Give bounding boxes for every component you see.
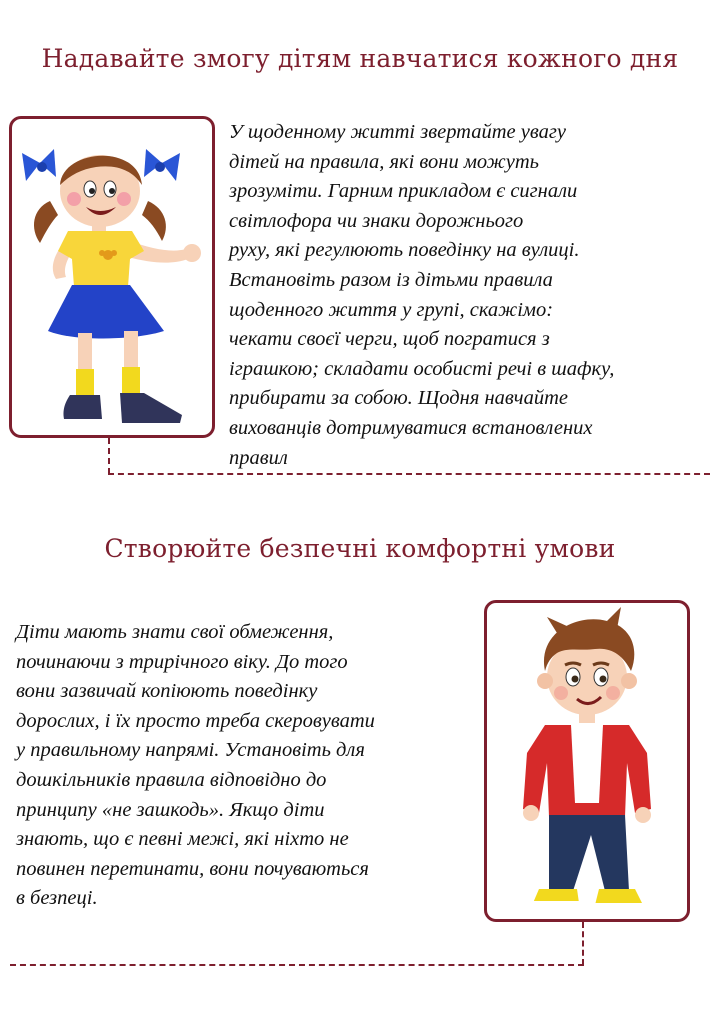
text-line: дітей на правила, які вони можуть [229,150,539,173]
text-line: прибирати за собою. Щодня навчайте [229,387,568,410]
text-line: правил [229,446,288,469]
text-line: світлофора чи знаки дорожнього [229,209,524,232]
text-line: в безпеці. [16,887,98,910]
text-line: дошкільників правила відповідно до [16,768,327,791]
text-line: щоденного життя у групі, скажімо: [229,298,554,321]
text-line: повинен перетинати, вони почуваються [16,857,369,880]
text-line: У щоденному житті звертайте увагу [229,121,566,143]
boy-illustration-frame [484,600,690,922]
girl-illustration-frame [9,116,215,438]
girl-illustration [12,119,212,435]
text-line: Діти мають знати свої обмеження, [16,621,334,643]
dashed-divider [10,964,584,966]
text-line: чекати своєї черги, щоб погратися з [229,328,550,351]
text-line: починаючи з трирічного віку. До того [16,650,348,673]
section2-heading: Створюйте безпечні комфортні умови [104,534,616,563]
text-line: зрозуміти. Гарним прикладом є сигнали [229,180,578,203]
text-line: знають, що є певні межі, які ніхто не [16,828,349,851]
text-line: руху, які регулюють поведінку на вулиці. [229,239,580,262]
text-line: вони зазвичай копіюють поведінку [16,680,318,703]
text-line: дорослих, і їх просто треба скеровувати [16,709,375,732]
text-line: у правильному напрямі. Установіть для [16,739,365,762]
text-line: принципу «не зашкодь». Якщо діти [16,798,325,821]
dashed-connector [108,438,110,474]
dashed-connector [582,922,584,965]
boy-illustration [487,603,687,919]
section1-body [229,118,707,473]
section1-heading: Надавайте змогу дітям навчатися кожного дня [41,44,679,73]
section2-body [16,618,476,914]
text-line: іграшкою; складати особисті речі в шафку, [229,357,615,380]
text-line: вихованців дотримуватися встановлених [229,416,593,439]
text-line: Встановіть разом із дітьми правила [229,268,553,291]
dashed-divider [108,473,710,475]
